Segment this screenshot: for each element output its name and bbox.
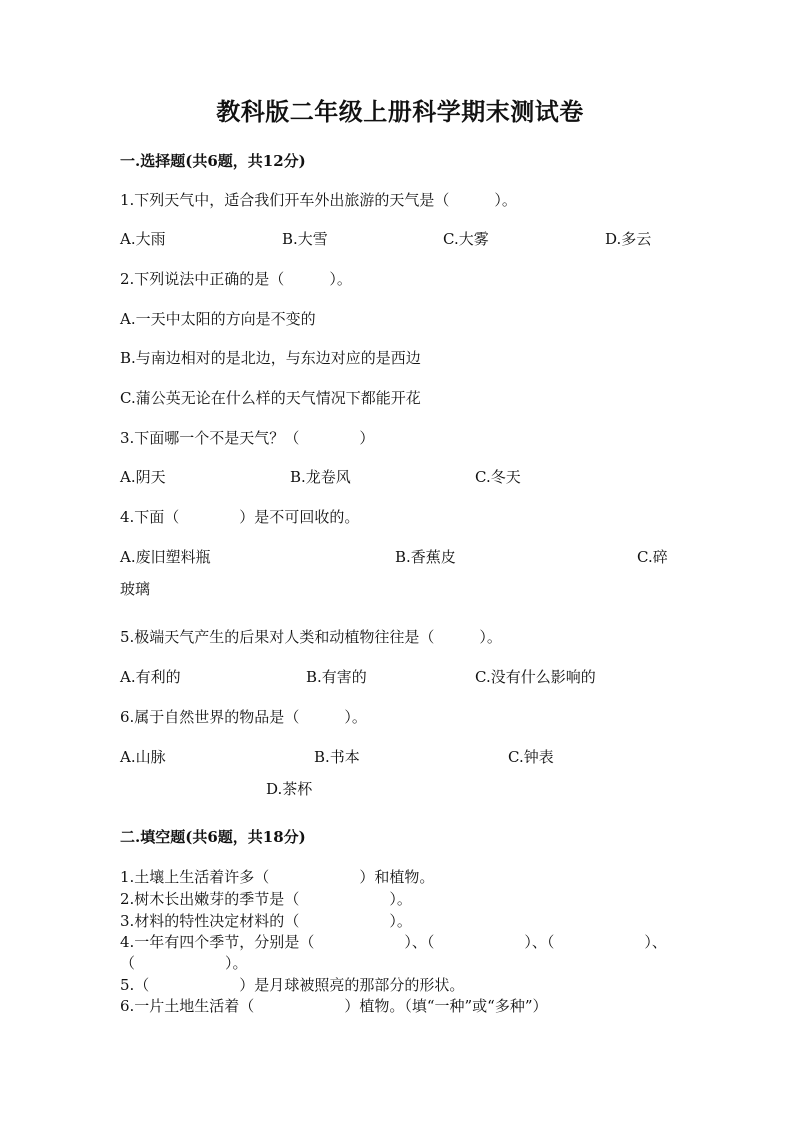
fill-line: 6.一片土地生活着（ ）植物。（填“一种”或“多种”） [120, 997, 548, 1015]
option-a: A.山脉 [120, 748, 166, 766]
option-b: B.大雪 [282, 230, 328, 248]
option-c: C.冬天 [475, 468, 521, 486]
option-c: C.大雾 [443, 230, 489, 248]
option-a: A.阴天 [120, 468, 166, 486]
option-b: B.香蕉皮 [395, 548, 456, 566]
fill-line: 5.（ ）是月球被照亮的那部分的形状。 [120, 976, 465, 994]
fill-line: 4.一年有四个季节，分别是（ ）、（ ）、（ ）、 [120, 933, 667, 951]
option-a: A.一天中太阳的方向是不变的 [120, 310, 316, 328]
fill-line: 2.树木长出嫩芽的季节是（ ）。 [120, 890, 412, 908]
option-c: C.钟表 [508, 748, 554, 766]
option-b: B.书本 [314, 748, 360, 766]
fill-line: 1.土壤上生活着许多（ ）和植物。 [120, 868, 435, 886]
page-title: 教科版二年级上册科学期末测试卷 [216, 97, 584, 126]
question-stem: 1.下列天气中，适合我们开车外出旅游的天气是（ ）。 [120, 191, 517, 209]
option-c: C.蒲公英无论在什么样的天气情况下都能开花 [120, 389, 421, 407]
option-c: C.没有什么影响的 [475, 668, 596, 686]
option-a: A.有利的 [120, 668, 181, 686]
option-a: A.废旧塑料瓶 [120, 548, 211, 566]
option-a: A.大雨 [120, 230, 166, 248]
option-d: D.多云 [605, 230, 652, 248]
option-b: B.有害的 [306, 668, 367, 686]
fill-line: 3.材料的特性决定材料的（ ）。 [120, 912, 412, 930]
option-c-continuation: 玻璃 [120, 580, 151, 598]
section-heading-choice: 一.选择题(共6题，共12分) [120, 152, 306, 170]
question-stem: 5.极端天气产生的后果对人类和动植物往往是（ ）。 [120, 628, 502, 646]
question-stem: 4.下面（ ）是不可回收的。 [120, 508, 360, 526]
option-d: D.茶杯 [266, 780, 313, 798]
option-c: C.碎 [637, 548, 668, 566]
option-b: B.与南边相对的是北边，与东边对应的是西边 [120, 349, 421, 367]
section-heading-fill: 二.填空题(共6题，共18分) [120, 828, 306, 846]
question-stem: 3.下面哪一个不是天气？（ ） [120, 429, 375, 447]
question-stem: 6.属于自然世界的物品是（ ）。 [120, 708, 367, 726]
fill-line: （ ）。 [120, 954, 248, 972]
question-stem: 2.下列说法中正确的是（ ）。 [120, 270, 352, 288]
option-b: B.龙卷风 [290, 468, 351, 486]
